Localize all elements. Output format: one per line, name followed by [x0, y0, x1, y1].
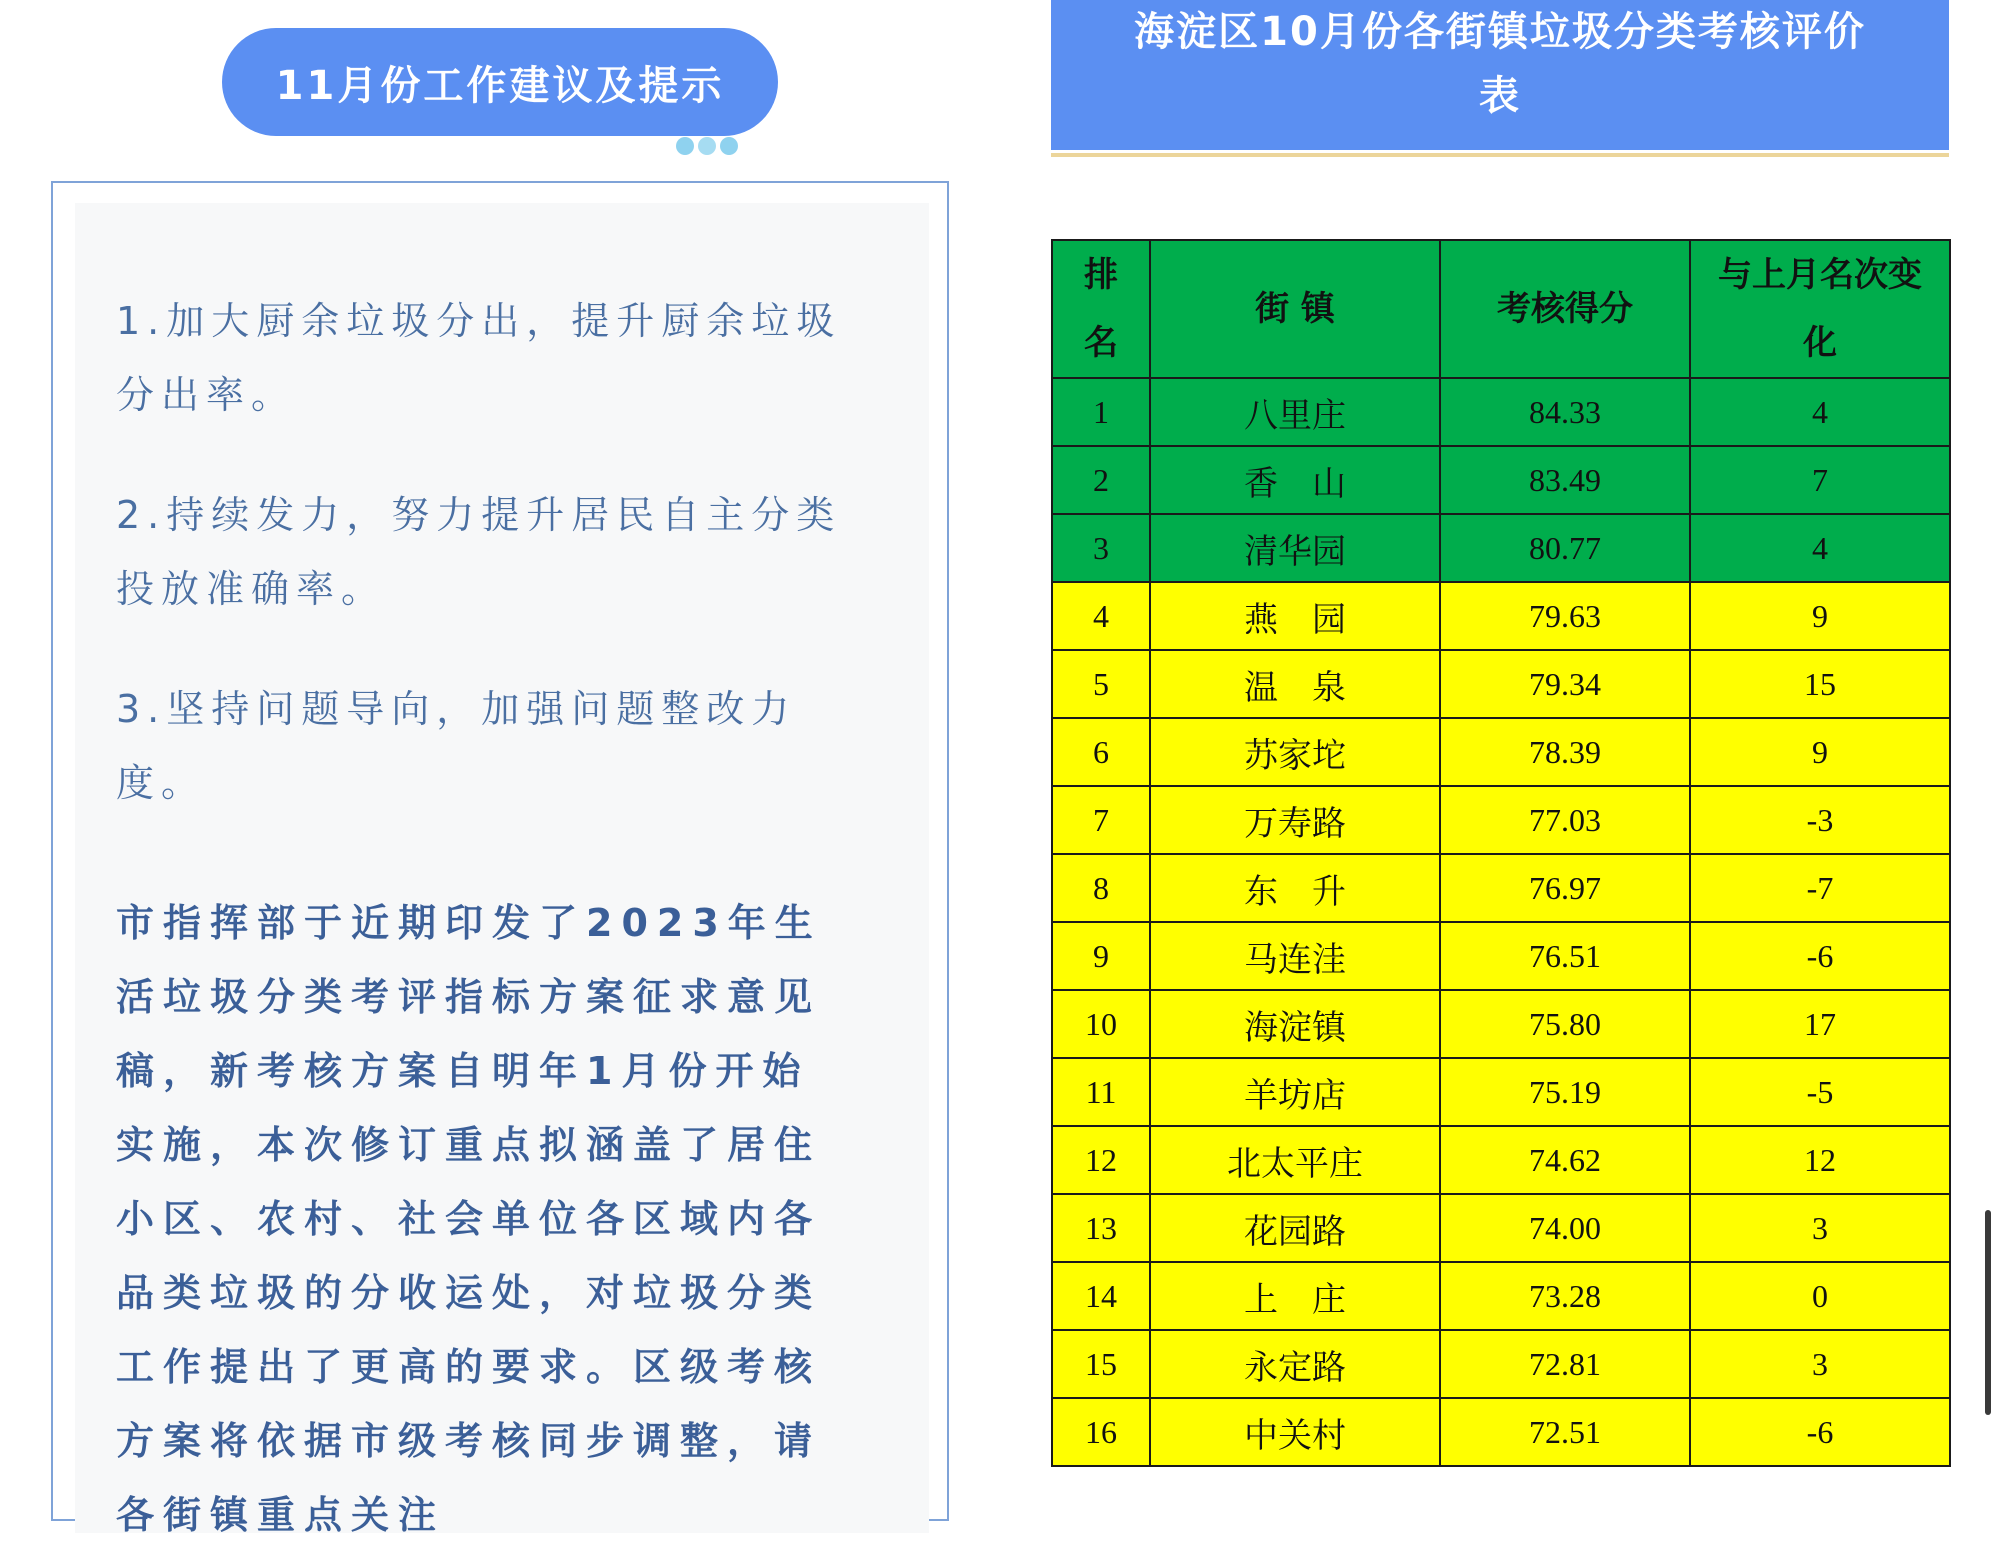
- cell-rank-change: 4: [1690, 514, 1950, 582]
- cell-rank: 8: [1052, 854, 1150, 922]
- cell-rank: 9: [1052, 922, 1150, 990]
- cell-street-name: 中关村: [1150, 1398, 1440, 1466]
- dot-icon: [720, 137, 738, 155]
- cell-rank: 10: [1052, 990, 1150, 1058]
- cell-score: 75.19: [1440, 1058, 1690, 1126]
- table-title-line-2: 表: [1479, 73, 1521, 119]
- cell-street-name: 花园路: [1150, 1194, 1440, 1262]
- dot-icon: [676, 137, 694, 155]
- cell-score: 75.80: [1440, 990, 1690, 1058]
- table-row: [1052, 922, 1950, 990]
- table-row: [1052, 446, 1950, 514]
- cell-rank-change: 9: [1690, 718, 1950, 786]
- cell-street-name: 海淀镇: [1150, 990, 1440, 1058]
- cell-rank-change: -5: [1690, 1058, 1950, 1126]
- cell-street-name: 东 升: [1150, 854, 1440, 922]
- cell-rank: 5: [1052, 650, 1150, 718]
- table-row: [1052, 990, 1950, 1058]
- table-row: [1052, 378, 1950, 446]
- cell-rank-change: -7: [1690, 854, 1950, 922]
- cell-rank: 13: [1052, 1194, 1150, 1262]
- cell-score: 77.03: [1440, 786, 1690, 854]
- table-row: [1052, 1058, 1950, 1126]
- cell-rank: 12: [1052, 1126, 1150, 1194]
- tip-1: 1.加大厨余垃圾分出，提升厨余垃圾分出率。: [116, 299, 842, 417]
- tip-3: 3.坚持问题导向，加强问题整改力度。: [116, 687, 797, 805]
- cell-street-name: 苏家坨: [1150, 718, 1440, 786]
- dot-icon: [698, 137, 716, 155]
- cell-score: 73.28: [1440, 1262, 1690, 1330]
- cell-rank: 3: [1052, 514, 1150, 582]
- table-title: [1051, 0, 1949, 150]
- title-underline: [1051, 153, 1949, 157]
- cell-street-name: 温 泉: [1150, 650, 1440, 718]
- cell-score: 83.49: [1440, 446, 1690, 514]
- ranking-table: [1051, 239, 1951, 1467]
- cell-rank-change: 0: [1690, 1262, 1950, 1330]
- cell-street-name: 马连洼: [1150, 922, 1440, 990]
- header-rank: 排名: [1052, 240, 1150, 378]
- cell-rank: 2: [1052, 446, 1150, 514]
- notice-paragraph: 市指挥部于近期印发了2023年生活垃圾分类考评指标方案征求意见稿，新考核方案自明年1月份开始实施，本次修订重点拟涵盖了居住小区、农村、社会单位各区域内各品类垃圾的分收运处，对垃圾分类工作提出了更高的要求。区级考核方案将依据市级考核同步调整，请各街镇重点关注: [116, 901, 822, 1537]
- table-row: [1052, 1262, 1950, 1330]
- cell-score: 74.00: [1440, 1194, 1690, 1262]
- cell-rank-change: -3: [1690, 786, 1950, 854]
- cell-rank: 6: [1052, 718, 1150, 786]
- scrollbar-thumb[interactable]: [1985, 1210, 1991, 1415]
- table-row: [1052, 1194, 1950, 1262]
- cell-rank: 1: [1052, 378, 1150, 446]
- cell-rank: 16: [1052, 1398, 1150, 1466]
- cell-street-name: 香 山: [1150, 446, 1440, 514]
- cell-rank-change: 17: [1690, 990, 1950, 1058]
- cell-rank: 11: [1052, 1058, 1150, 1126]
- cell-score: 79.63: [1440, 582, 1690, 650]
- cell-street-name: 八里庄: [1150, 378, 1440, 446]
- table-row: [1052, 650, 1950, 718]
- table-row: [1052, 718, 1950, 786]
- cell-street-name: 羊坊店: [1150, 1058, 1440, 1126]
- cell-rank-change: 7: [1690, 446, 1950, 514]
- cell-rank-change: -6: [1690, 922, 1950, 990]
- cell-rank-change: 12: [1690, 1126, 1950, 1194]
- cell-score: 80.77: [1440, 514, 1690, 582]
- table-title-line-1: 海淀区10月份各街镇垃圾分类考核评价: [1134, 9, 1866, 55]
- header-street: 街 镇: [1150, 240, 1440, 378]
- cell-score: 74.62: [1440, 1126, 1690, 1194]
- cell-street-name: 永定路: [1150, 1330, 1440, 1398]
- cell-rank-change: 9: [1690, 582, 1950, 650]
- cell-rank-change: 3: [1690, 1194, 1950, 1262]
- cell-score: 79.34: [1440, 650, 1690, 718]
- cell-score: 72.51: [1440, 1398, 1690, 1466]
- cell-street-name: 万寿路: [1150, 786, 1440, 854]
- cell-rank-change: 3: [1690, 1330, 1950, 1398]
- table-header-row: [1052, 240, 1950, 378]
- cell-street-name: 清华园: [1150, 514, 1440, 582]
- cell-rank-change: 15: [1690, 650, 1950, 718]
- table-row: [1052, 786, 1950, 854]
- table-body: [1052, 378, 1950, 1466]
- cell-rank: 15: [1052, 1330, 1150, 1398]
- cell-score: 84.33: [1440, 378, 1690, 446]
- cell-street-name: 上 庄: [1150, 1262, 1440, 1330]
- decorative-dots: [676, 137, 738, 155]
- table-row: [1052, 854, 1950, 922]
- cell-rank: 4: [1052, 582, 1150, 650]
- cell-score: 78.39: [1440, 718, 1690, 786]
- tip-2: 2.持续发力，努力提升居民自主分类投放准确率。: [116, 493, 842, 611]
- table-row: [1052, 1126, 1950, 1194]
- table-row: [1052, 514, 1950, 582]
- header-rank-change: 与上月名次变化: [1690, 240, 1950, 378]
- cell-rank: 14: [1052, 1262, 1150, 1330]
- cell-rank-change: 4: [1690, 378, 1950, 446]
- cell-score: 76.97: [1440, 854, 1690, 922]
- table-row: [1052, 1398, 1950, 1466]
- table-row: [1052, 1330, 1950, 1398]
- table-row: [1052, 582, 1950, 650]
- cell-score: 76.51: [1440, 922, 1690, 990]
- section-title-pill: 11月份工作建议及提示: [222, 28, 778, 136]
- cell-rank-change: -6: [1690, 1398, 1950, 1466]
- cell-rank: 7: [1052, 786, 1150, 854]
- cell-street-name: 北太平庄: [1150, 1126, 1440, 1194]
- header-score: 考核得分: [1440, 240, 1690, 378]
- cell-score: 72.81: [1440, 1330, 1690, 1398]
- cell-street-name: 燕 园: [1150, 582, 1440, 650]
